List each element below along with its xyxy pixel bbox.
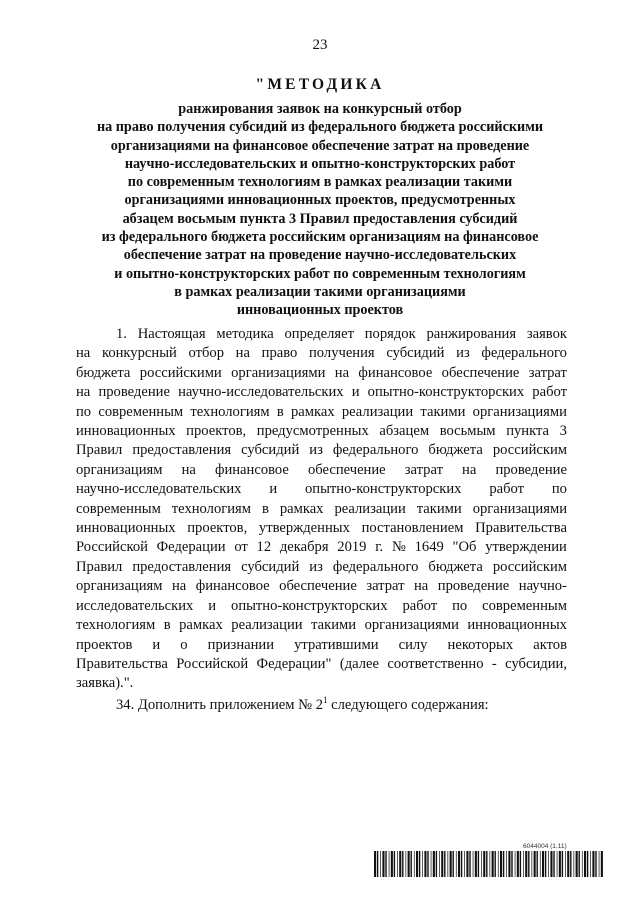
- paragraph-34-superscript: 1: [323, 695, 328, 705]
- subtitle-line: из федерального бюджета российским организациям на финансовое: [101, 229, 539, 246]
- paragraph-line: технологиям в рамках реализации такими организациями инновационных: [76, 617, 567, 634]
- paragraph-line: на проведение научно-исследовательских и опытно-конструкторских работ: [76, 384, 567, 401]
- paragraph-34-tail: следующего содержания:: [327, 697, 489, 713]
- subtitle-line: на право получения субсидий из федерального бюджета российскими: [96, 119, 544, 136]
- paragraph-line: бюджета российскими организациями на финансовое обеспечение затрат: [76, 364, 567, 381]
- paragraph-line: современным технологиям в рамках реализации такими организациями: [76, 500, 567, 517]
- paragraph-34-text: 34. Дополнить приложением № 2: [116, 697, 323, 713]
- subtitle-line: инновационных проектов: [236, 302, 404, 319]
- paragraph-line: организациям на финансовое обеспечение затрат на проведение: [76, 461, 567, 478]
- subtitle-line: абзацем восьмым пункта 3 Правил предоставления субсидий: [122, 210, 518, 227]
- subtitle-line: в рамках реализации такими организациями: [174, 283, 466, 300]
- paragraph-1: [76, 325, 567, 694]
- paragraph-line: инновационных проектов, утвержденных постановлением Правительства: [76, 520, 567, 537]
- paragraph-line: Российской Федерации от 12 декабря 2019 г. № 1649 "Об утверждении: [76, 539, 567, 556]
- barcode-label: 6044004 (1.11): [523, 843, 567, 850]
- document-subtitle: [80, 100, 560, 320]
- paragraph-line: Правил предоставления субсидий из федерального бюджета российским: [76, 558, 567, 575]
- paragraph-line: организациям на финансовое обеспечение затрат на проведение научно-: [76, 578, 567, 595]
- subtitle-line: по современным технологиям в рамках реализации такими: [127, 174, 513, 191]
- paragraph-line: по современным технологиям в рамках реализации такими организациями: [76, 403, 567, 420]
- subtitle-line: обеспечение затрат на проведение научно-исследовательских: [123, 247, 517, 264]
- document-title: "МЕТОДИКА: [255, 76, 385, 93]
- paragraph-line: на конкурсный отбор на право получения субсидий из федерального: [76, 345, 567, 362]
- paragraph-line: Правительства Российской Федерации" (далее соответственно - субсидии,: [76, 655, 567, 672]
- paragraph-line: 1. Настоящая методика определяет порядок ранжирования заявок: [116, 326, 567, 342]
- barcode: [374, 851, 604, 877]
- paragraph-line: Правил предоставления субсидий из федерального бюджета российским: [76, 442, 567, 459]
- paragraph-34: [116, 695, 489, 714]
- paragraph-line: заявка).".: [76, 675, 134, 692]
- subtitle-line: организациями на финансовое обеспечение затрат на проведение: [110, 137, 530, 154]
- subtitle-line: научно-исследовательских и опытно-конструкторских работ: [124, 155, 516, 172]
- page-number: 23: [312, 37, 328, 53]
- subtitle-line: ранжирования заявок на конкурсный отбор: [178, 101, 462, 117]
- paragraph-line: исследовательских и опытно-конструкторских работ по современным: [76, 597, 567, 614]
- paragraph-line: инновационных проектов, предусмотренных абзацем восьмым пункта 3: [76, 423, 567, 440]
- paragraph-line: научно-исследовательских и опытно-конструкторских работ по: [76, 481, 567, 498]
- paragraph-line: проектов и о признании утратившими силу некоторых актов: [76, 636, 567, 653]
- subtitle-line: организациями инновационных проектов, предусмотренных: [124, 192, 516, 209]
- subtitle-line: и опытно-конструкторских работ по современным технологиям: [114, 265, 526, 282]
